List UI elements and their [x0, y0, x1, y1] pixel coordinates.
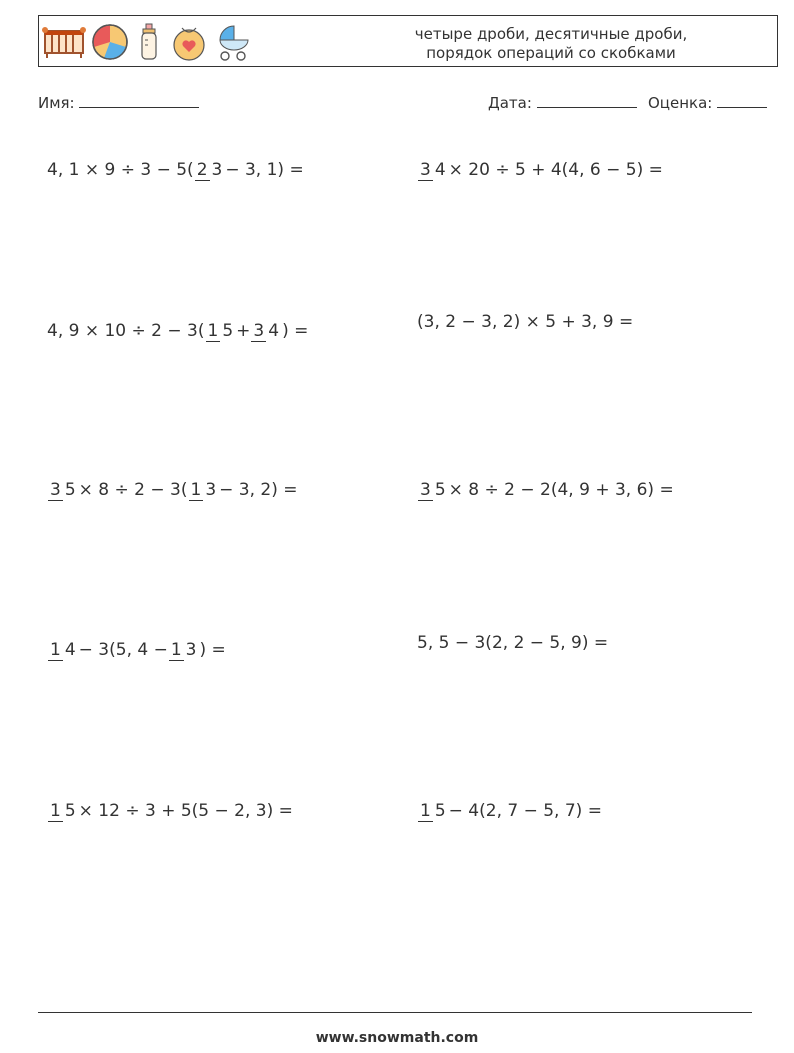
fraction: 3 4 [253, 320, 280, 341]
problem-7: 1 4 − 3(5, 4 − 1 3 ) = [50, 639, 226, 660]
problem-2: 3 4 × 20 ÷ 5 + 4(4, 6 − 5) = [420, 159, 663, 180]
fraction: 3 4 [420, 159, 446, 180]
grade-blank[interactable] [717, 93, 767, 108]
problem-3: 4, 9 × 10 ÷ 2 − 3( 1 5 + 3 4 ) = [47, 320, 309, 341]
stroller-icon [214, 22, 254, 62]
bib-icon [168, 22, 210, 62]
fraction: 1 4 [50, 639, 76, 660]
fraction: 1 3 [170, 639, 197, 660]
problem-8: 5, 5 − 3(2, 2 − 5, 9) = [417, 633, 609, 653]
date-label: Дата: [488, 94, 532, 112]
crib-icon [42, 25, 86, 59]
problem-4: (3, 2 − 3, 2) × 5 + 3, 9 = [417, 312, 634, 332]
problem-9: 1 5 × 12 ÷ 3 + 5(5 − 2, 3) = [50, 800, 293, 821]
fraction: 1 5 [50, 800, 76, 821]
grade-field[interactable] [648, 93, 767, 112]
title-line-1: четыре дроби, десятичные дроби, [414, 25, 688, 43]
footer-url[interactable]: www.snowmath.com [315, 1030, 479, 1046]
worksheet-title [371, 25, 731, 63]
fraction: 3 5 [50, 479, 76, 500]
fraction: 1 5 [420, 800, 446, 821]
date-blank[interactable] [537, 93, 637, 108]
problem-10: 1 5 − 4(2, 7 − 5, 7) = [420, 800, 602, 821]
problem-6: 3 5 × 8 ÷ 2 − 2(4, 9 + 3, 6) = [420, 479, 674, 500]
problem-1: 4, 1 × 9 ÷ 3 − 5( 2 3 − 3, 1) = [47, 159, 304, 180]
header-icons [42, 22, 254, 62]
grade-label: Оценка: [648, 94, 713, 112]
date-field[interactable] [488, 93, 637, 112]
name-label: Имя: [38, 94, 75, 112]
fraction: 1 3 [190, 479, 217, 500]
title-line-2: порядок операций со скобками [426, 44, 676, 62]
problem-5: 3 5 × 8 ÷ 2 − 3( 1 3 − 3, 2) = [50, 479, 298, 500]
fraction: 2 3 [196, 159, 223, 180]
name-field[interactable] [38, 93, 199, 112]
worksheet-header [38, 15, 778, 67]
beach-ball-icon [90, 23, 130, 61]
fraction: 3 5 [420, 479, 446, 500]
baby-bottle-icon [134, 22, 164, 62]
footer-divider [38, 1012, 752, 1013]
fraction: 1 5 [207, 320, 234, 341]
name-blank[interactable] [79, 93, 199, 108]
